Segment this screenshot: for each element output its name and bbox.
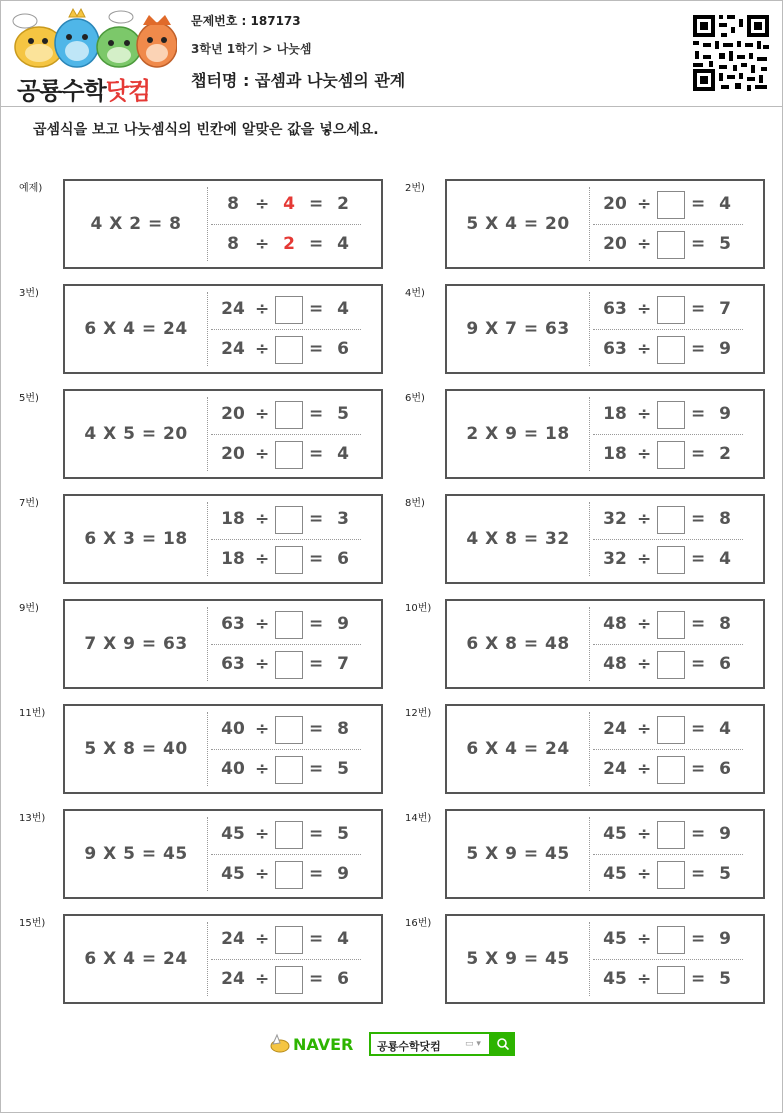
answer-blank[interactable] [657,861,685,889]
dividend: 20 [603,234,627,254]
problem-card [63,494,383,584]
worksheet-meta [191,13,406,90]
brand-part1: 공룡수학 [17,77,106,105]
dividend: 24 [221,339,245,359]
division-row [593,756,753,786]
problem-card [63,704,383,794]
answer-blank[interactable] [657,926,685,954]
vertical-divider [589,292,590,366]
problem-card [63,809,383,899]
dividend: 24 [603,719,627,739]
division-sign: ÷ [637,719,652,739]
problem-label: 6번) [405,393,425,404]
equals-sign: = [309,824,324,844]
multiplication-equation: 5 X 4 = 20 [466,214,570,234]
quotient: 4 [719,549,731,569]
division-sign: ÷ [255,234,270,254]
horizontal-divider [211,644,361,645]
division-row [593,716,753,746]
division-row [593,546,753,576]
problem-label: 12번) [405,708,432,719]
division-sign: ÷ [255,929,270,949]
quotient: 8 [719,614,731,634]
example-answer: 4 [283,194,295,214]
problem-card [63,389,383,479]
division-row [211,716,371,746]
division-row [211,231,371,261]
quotient: 5 [337,824,349,844]
answer-blank[interactable] [657,546,685,574]
answer-blank[interactable] [657,716,685,744]
horizontal-divider [593,644,743,645]
division-sign: ÷ [637,824,652,844]
quotient: 9 [337,614,349,634]
dividend: 18 [603,404,627,424]
horizontal-divider [211,749,361,750]
division-sign: ÷ [255,719,270,739]
division-sign: ÷ [255,759,270,779]
equals-sign: = [309,509,324,529]
answer-blank[interactable] [657,336,685,364]
answer-blank[interactable] [657,231,685,259]
multiplication-equation: 6 X 3 = 18 [84,529,188,549]
dividend: 24 [221,969,245,989]
multiplication-equation: 6 X 4 = 24 [84,949,188,969]
division-sign: ÷ [637,864,652,884]
division-row [593,861,753,891]
header [1,1,782,107]
answer-blank[interactable] [657,506,685,534]
equals-sign: = [691,299,706,319]
dividend: 24 [603,759,627,779]
search-icon [496,1037,510,1051]
vertical-divider [589,397,590,471]
division-sign: ÷ [255,444,270,464]
dividend: 45 [603,864,627,884]
division-sign: ÷ [637,339,652,359]
problem-label: 3번) [19,288,39,299]
division-row [211,191,371,221]
problem-label: 4번) [405,288,425,299]
division-row [211,546,371,576]
vertical-divider [589,922,590,996]
vertical-divider [207,607,208,681]
dividend: 48 [603,614,627,634]
division-sign: ÷ [637,614,652,634]
dividend: 45 [603,929,627,949]
problem-label: 11번) [19,708,46,719]
division-row [593,336,753,366]
horizontal-divider [211,329,361,330]
problem-label: 예제) [19,183,43,194]
vertical-divider [207,502,208,576]
example-answer: 2 [283,234,295,254]
vertical-divider [589,817,590,891]
brand-part2: 닷컴 [105,77,151,105]
division-sign: ÷ [255,404,270,424]
division-row [211,296,371,326]
equals-sign: = [309,864,324,884]
horizontal-divider [593,329,743,330]
division-row [593,966,753,996]
horizontal-divider [211,959,361,960]
equals-sign: = [691,549,706,569]
horizontal-divider [211,539,361,540]
answer-blank[interactable] [275,966,303,994]
dividend: 18 [603,444,627,464]
vertical-divider [207,817,208,891]
quotient: 4 [337,444,349,464]
answer-blank[interactable] [657,296,685,324]
answer-blank[interactable] [657,191,685,219]
division-sign: ÷ [637,299,652,319]
equals-sign: = [691,339,706,359]
equals-sign: = [691,509,706,529]
problem-card [63,284,383,374]
naver-logo: NAVER [293,1035,354,1054]
equals-sign: = [309,404,324,424]
equals-sign: = [691,444,706,464]
quotient: 9 [719,929,731,949]
answer-blank[interactable] [275,926,303,954]
dividend: 45 [603,969,627,989]
quotient: 6 [337,339,349,359]
equals-sign: = [309,929,324,949]
answer-blank[interactable] [657,821,685,849]
multiplication-equation: 9 X 7 = 63 [466,319,570,339]
answer-blank[interactable] [275,611,303,639]
chapter-title: 챕터명 : 곱셈과 나눗셈의 관계 [191,71,406,90]
quotient: 9 [719,339,731,359]
division-row [211,336,371,366]
problem-card [63,599,383,689]
multiplication-equation: 4 X 8 = 32 [466,529,570,549]
division-row [593,821,753,851]
dividend: 40 [221,719,245,739]
answer-blank[interactable] [275,296,303,324]
problem-card [445,389,765,479]
division-row [211,651,371,681]
dinosaur-mascots-icon [11,7,177,69]
answer-blank[interactable] [275,546,303,574]
dividend: 45 [221,824,245,844]
multiplication-equation: 4 X 2 = 8 [90,214,182,234]
division-row [211,756,371,786]
problem-card [63,914,383,1004]
multiplication-equation: 6 X 4 = 24 [84,319,188,339]
equals-sign: = [691,719,706,739]
quotient: 4 [719,194,731,214]
division-row [211,821,371,851]
equals-sign: = [691,654,706,674]
division-row [593,401,753,431]
division-sign: ÷ [637,759,652,779]
division-sign: ÷ [637,444,652,464]
equals-sign: = [691,234,706,254]
search-button[interactable] [491,1032,515,1056]
dividend: 8 [227,234,239,254]
quotient: 2 [719,444,731,464]
vertical-divider [207,922,208,996]
division-row [593,506,753,536]
instruction-text: 곱셈식을 보고 나눗셈식의 빈칸에 알맞은 값을 넣으세요. [33,122,379,138]
division-row [593,611,753,641]
problem-card [445,809,765,899]
search-input[interactable] [369,1032,491,1056]
answer-blank[interactable] [657,611,685,639]
dividend: 8 [227,194,239,214]
dividend: 45 [603,824,627,844]
equals-sign: = [691,864,706,884]
dividend: 32 [603,549,627,569]
vertical-divider [207,397,208,471]
quotient: 5 [719,864,731,884]
equals-sign: = [309,549,324,569]
horizontal-divider [593,959,743,960]
division-row [211,611,371,641]
dividend: 20 [221,404,245,424]
problem-card [445,704,765,794]
quotient: 3 [337,509,349,529]
multiplication-equation: 5 X 8 = 40 [84,739,188,759]
division-row [593,651,753,681]
horizontal-divider [593,224,743,225]
dividend: 40 [221,759,245,779]
division-sign: ÷ [637,234,652,254]
division-sign: ÷ [637,654,652,674]
quotient: 8 [719,509,731,529]
answer-blank[interactable] [657,441,685,469]
answer-blank[interactable] [275,756,303,784]
quotient: 6 [719,654,731,674]
dividend: 63 [221,614,245,634]
horizontal-divider [593,539,743,540]
equals-sign: = [691,969,706,989]
equals-sign: = [309,339,324,359]
division-sign: ÷ [255,824,270,844]
problem-number: 문제번호 : 187173 [191,14,301,28]
horizontal-divider [593,434,743,435]
dividend: 24 [221,929,245,949]
division-row [211,926,371,956]
quotient: 4 [337,299,349,319]
vertical-divider [589,607,590,681]
problem-label: 16번) [405,918,432,929]
division-row [593,296,753,326]
dividend: 18 [221,509,245,529]
quotient: 5 [719,234,731,254]
equals-sign: = [691,194,706,214]
problem-card [445,494,765,584]
quotient: 4 [337,234,349,254]
division-row [211,441,371,471]
multiplication-equation: 5 X 9 = 45 [466,844,570,864]
equals-sign: = [309,299,324,319]
division-sign: ÷ [255,614,270,634]
problem-label: 5번) [19,393,39,404]
problem-label: 8번) [405,498,425,509]
problem-label: 15번) [19,918,46,929]
equals-sign: = [309,654,324,674]
quotient: 5 [719,969,731,989]
division-sign: ÷ [637,969,652,989]
division-sign: ÷ [255,299,270,319]
vertical-divider [589,187,590,261]
division-row [211,506,371,536]
quotient: 4 [719,719,731,739]
division-sign: ÷ [255,509,270,529]
dividend: 63 [221,654,245,674]
answer-blank[interactable] [275,401,303,429]
dividend: 24 [221,299,245,319]
quotient: 6 [719,759,731,779]
equals-sign: = [691,929,706,949]
dividend: 18 [221,549,245,569]
division-row [211,966,371,996]
problem-card [445,914,765,1004]
answer-blank[interactable] [657,651,685,679]
problem-label: 10번) [405,603,432,614]
vertical-divider [207,712,208,786]
dividend: 20 [603,194,627,214]
division-row [593,926,753,956]
naver-hand-icon [269,1032,291,1054]
quotient: 6 [337,969,349,989]
qr-code-icon [691,13,771,93]
problem-label: 14번) [405,813,432,824]
site-logo[interactable] [11,7,177,105]
problem-card [445,179,765,269]
problem-card [445,284,765,374]
quotient: 8 [337,719,349,739]
quotient: 2 [337,194,349,214]
multiplication-equation: 2 X 9 = 18 [466,424,570,444]
multiplication-equation: 5 X 9 = 45 [466,949,570,969]
problem-label: 7번) [19,498,39,509]
division-sign: ÷ [637,509,652,529]
equals-sign: = [691,614,706,634]
quotient: 9 [719,404,731,424]
division-sign: ÷ [255,654,270,674]
vertical-divider [207,292,208,366]
keyboard-icon[interactable]: ▭ ▾ [465,1039,481,1049]
answer-blank[interactable] [275,821,303,849]
division-sign: ÷ [637,194,652,214]
multiplication-equation: 6 X 4 = 24 [466,739,570,759]
division-sign: ÷ [637,549,652,569]
search-query: 공룡수학닷컴 [377,1040,441,1053]
multiplication-equation: 4 X 5 = 20 [84,424,188,444]
horizontal-divider [211,434,361,435]
quotient: 6 [337,549,349,569]
equals-sign: = [309,614,324,634]
division-row [593,231,753,261]
problem-label: 2번) [405,183,425,194]
dividend: 45 [221,864,245,884]
problem-card [445,599,765,689]
answer-blank[interactable] [275,506,303,534]
quotient: 7 [337,654,349,674]
division-sign: ÷ [255,549,270,569]
dividend: 32 [603,509,627,529]
multiplication-equation: 6 X 8 = 48 [466,634,570,654]
multiplication-equation: 9 X 5 = 45 [84,844,188,864]
equals-sign: = [691,404,706,424]
horizontal-divider [211,854,361,855]
division-row [211,401,371,431]
division-sign: ÷ [255,339,270,359]
quotient: 9 [719,824,731,844]
dividend: 63 [603,339,627,359]
equals-sign: = [691,759,706,779]
dividend: 63 [603,299,627,319]
answer-blank[interactable] [657,401,685,429]
equals-sign: = [691,824,706,844]
quotient: 5 [337,404,349,424]
equals-sign: = [309,194,324,214]
answer-blank[interactable] [275,336,303,364]
equals-sign: = [309,969,324,989]
quotient: 9 [337,864,349,884]
multiplication-equation: 7 X 9 = 63 [84,634,188,654]
equals-sign: = [309,234,324,254]
answer-blank[interactable] [275,861,303,889]
brand-name [17,71,150,106]
answer-blank[interactable] [657,756,685,784]
dividend: 20 [221,444,245,464]
problem-label: 13번) [19,813,46,824]
division-sign: ÷ [637,404,652,424]
vertical-divider [589,712,590,786]
quotient: 7 [719,299,731,319]
answer-blank[interactable] [657,966,685,994]
division-sign: ÷ [637,929,652,949]
division-row [593,441,753,471]
horizontal-divider [593,749,743,750]
answer-blank[interactable] [275,651,303,679]
vertical-divider [207,187,208,261]
problem-card [63,179,383,269]
horizontal-divider [211,224,361,225]
horizontal-divider [593,854,743,855]
division-sign: ÷ [255,969,270,989]
problem-label: 9번) [19,603,39,614]
quotient: 4 [337,929,349,949]
dividend: 48 [603,654,627,674]
division-row [593,191,753,221]
division-row [211,861,371,891]
answer-blank[interactable] [275,716,303,744]
equals-sign: = [309,759,324,779]
equals-sign: = [309,719,324,739]
equals-sign: = [309,444,324,464]
quotient: 5 [337,759,349,779]
grade-path: 3학년 1학기 > 나눗셈 [191,42,312,56]
division-sign: ÷ [255,864,270,884]
vertical-divider [589,502,590,576]
answer-blank[interactable] [275,441,303,469]
division-sign: ÷ [255,194,270,214]
